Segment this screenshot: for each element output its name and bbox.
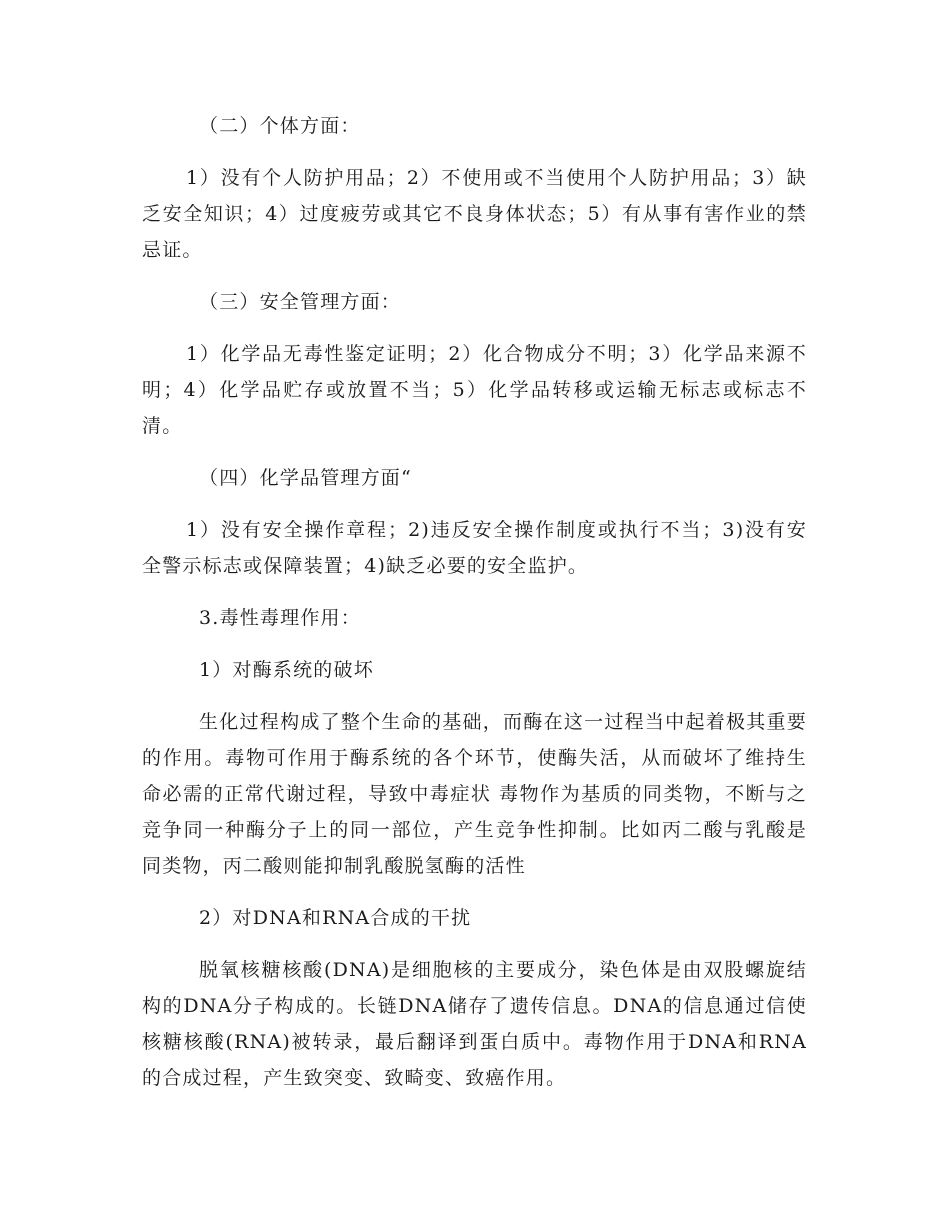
paragraph-enzyme-system: 生化过程构成了整个生命的基础，而酶在这一过程当中起着极其重要的作用。毒物可作用于酶系统的各个环节，使酶失活，从而破坏了维持生命必需的正常代谢过程，导致中毒症状 毒物作为基质的同类物，不断与之竞争同一种酶分子上的同一部位，产生竞争性抑制。比如丙二酸与乳酸是同类物，丙二酸则能抑制乳酸脱氢酶的活性 [142,711,807,877]
section-heading-toxicology: 3.毒性毒理作用： [199,607,361,629]
paragraph-chemical-management-factors: 1）没有安全操作章程；2)违反安全操作制度或执行不当；3)没有安全警示标志或保障装置；4)缺乏必要的安全监护。 [142,519,807,577]
paragraph-safety-management-factors: 1）化学品无毒性鉴定证明；2）化合物成分不明；3）化学品来源不明；4）化学品贮存或放置不当；5）化学品转移或运输无标志或标志不清。 [142,343,807,437]
paragraph-individual-factors: 1）没有个人防护用品；2）不使用或不当使用个人防护用品；3）缺乏安全知识；4）过度疲劳或其它不良身体状态；5）有从事有害作业的禁忌证。 [142,167,807,261]
document-body [142,108,807,1112]
subheading-dna-rna: 2）对DNA和RNA合成的干扰 [199,907,472,929]
subheading-enzyme-system: 1）对酶系统的破坏 [199,659,374,681]
paragraph-dna-rna: 脱氧核糖核酸(DNA)是细胞核的主要成分，染色体是由双股螺旋结构的DNA分子构成的。长链DNA储存了遗传信息。DNA的信息通过信使核糖核酸(RNA)被转录，最后翻译到蛋白质中。毒物作用于DNA和RNA的合成过程，产生致突变、致畸变、致癌作用。 [142,959,807,1089]
section-heading-chemical-management: （四）化学品管理方面“ [199,467,412,489]
section-heading-safety-management: （三）安全管理方面： [199,291,402,313]
section-heading-individual: （二）个体方面： [199,115,361,137]
